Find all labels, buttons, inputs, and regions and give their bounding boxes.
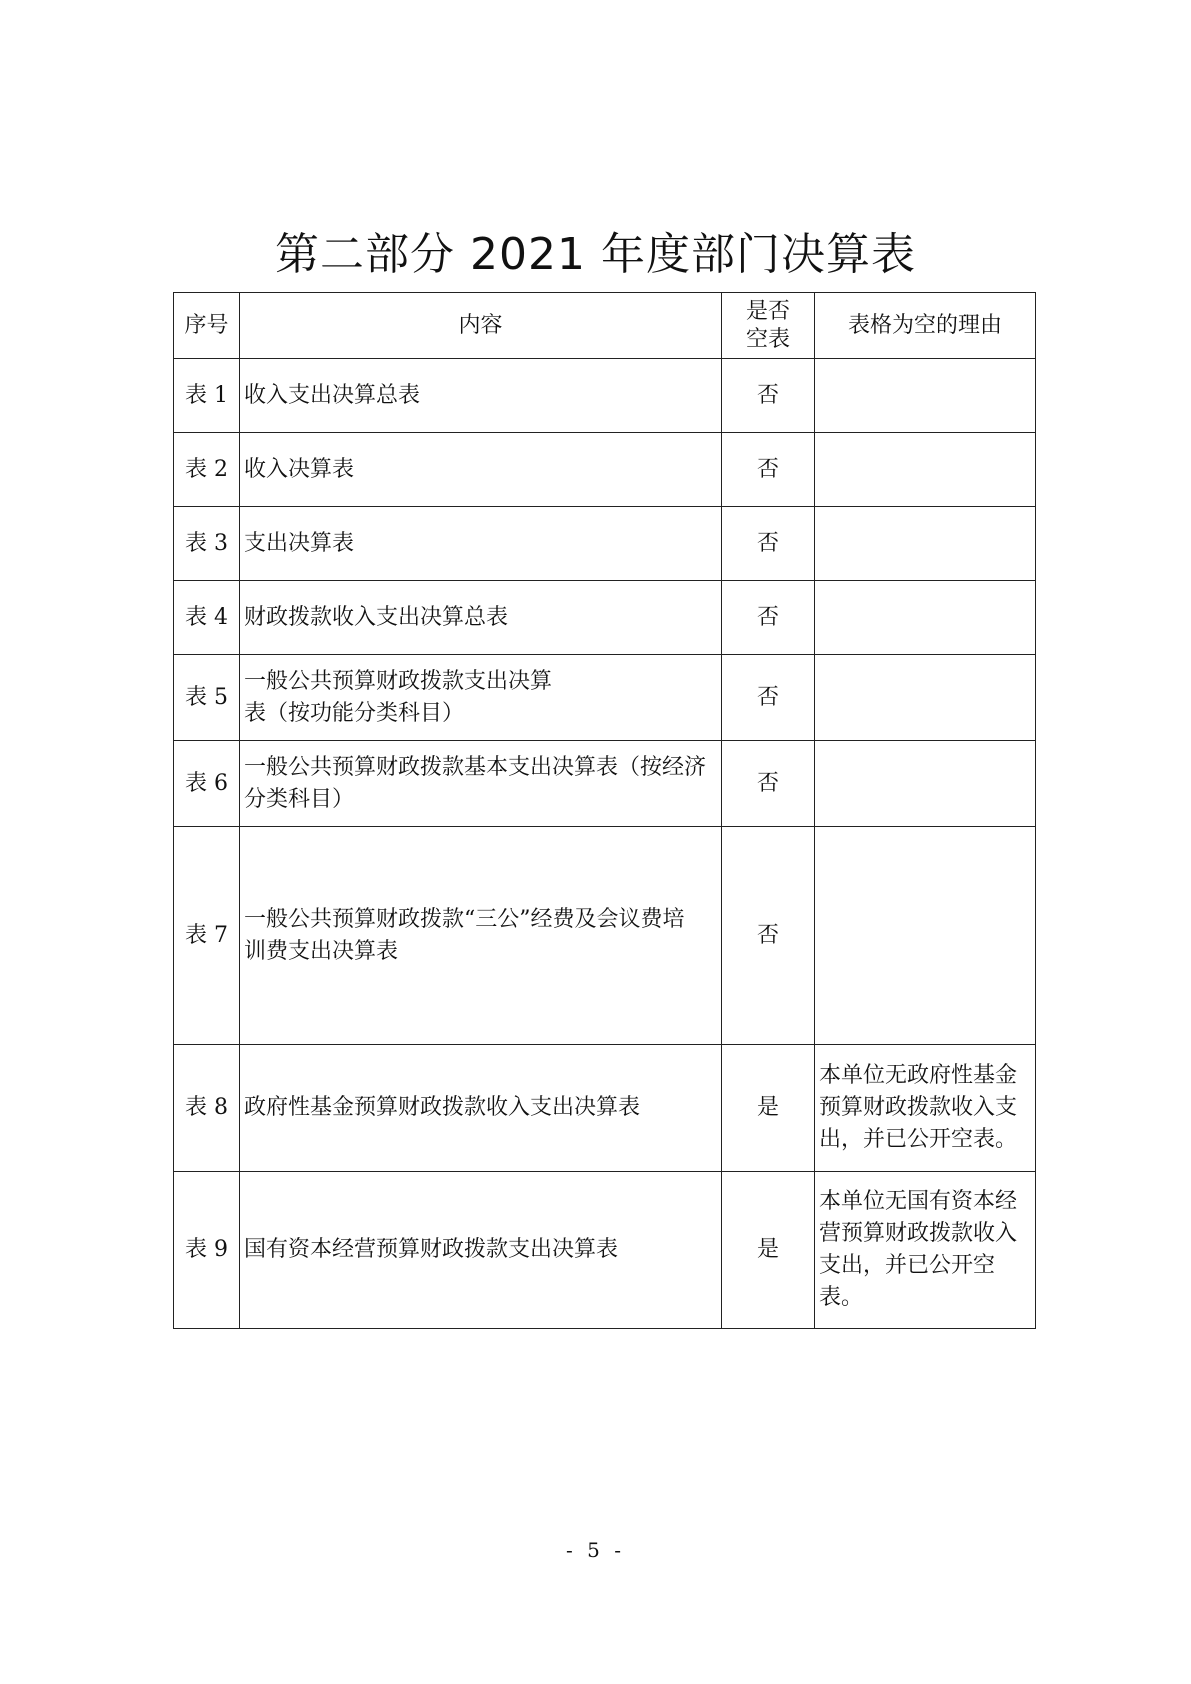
row-reason: 本单位无政府性基金预算财政拨款收入支出，并已公开空表。 xyxy=(815,1045,1036,1172)
table-row xyxy=(174,581,1036,655)
page-number: - 5 - xyxy=(566,1538,625,1562)
row-seq: 表 6 xyxy=(174,741,240,827)
row-seq: 表 1 xyxy=(174,359,240,433)
header-is-empty: 是否空表 xyxy=(722,293,815,359)
row-seq: 表 4 xyxy=(174,581,240,655)
row-content: 财政拨款收入支出决算总表 xyxy=(240,581,722,655)
row-content: 收入支出决算总表 xyxy=(240,359,722,433)
row-is-empty: 是 xyxy=(722,1172,815,1329)
row-seq: 表 8 xyxy=(174,1045,240,1172)
row-content: 一般公共预算财政拨款“三公”经费及会议费培训费支出决算表 xyxy=(240,827,722,1045)
row-is-empty: 否 xyxy=(722,655,815,741)
row-content: 政府性基金预算财政拨款收入支出决算表 xyxy=(240,1045,722,1172)
table-row xyxy=(174,827,1036,1045)
row-is-empty: 否 xyxy=(722,507,815,581)
row-is-empty: 否 xyxy=(722,827,815,1045)
row-reason xyxy=(815,433,1036,507)
row-content: 支出决算表 xyxy=(240,507,722,581)
table-row xyxy=(174,433,1036,507)
row-reason xyxy=(815,741,1036,827)
row-seq: 表 9 xyxy=(174,1172,240,1329)
row-content: 国有资本经营预算财政拨款支出决算表 xyxy=(240,1172,722,1329)
table-header-row xyxy=(174,293,1036,359)
page-title: 第二部分 2021 年度部门决算表 xyxy=(275,229,916,281)
table-row xyxy=(174,1172,1036,1329)
row-is-empty: 否 xyxy=(722,741,815,827)
row-is-empty: 否 xyxy=(722,581,815,655)
row-seq: 表 7 xyxy=(174,827,240,1045)
row-seq: 表 5 xyxy=(174,655,240,741)
budget-table-index xyxy=(173,292,1036,1329)
header-seq: 序号 xyxy=(174,293,240,359)
row-reason xyxy=(815,827,1036,1045)
header-content: 内容 xyxy=(240,293,722,359)
table-row xyxy=(174,741,1036,827)
table-row xyxy=(174,655,1036,741)
table-row xyxy=(174,359,1036,433)
row-reason: 本单位无国有资本经营预算财政拨款收入支出，并已公开空表。 xyxy=(815,1172,1036,1329)
row-is-empty: 否 xyxy=(722,433,815,507)
table-row xyxy=(174,507,1036,581)
row-is-empty: 否 xyxy=(722,359,815,433)
row-reason xyxy=(815,581,1036,655)
row-content: 收入决算表 xyxy=(240,433,722,507)
header-reason: 表格为空的理由 xyxy=(815,293,1036,359)
row-reason xyxy=(815,655,1036,741)
row-reason xyxy=(815,359,1036,433)
row-is-empty: 是 xyxy=(722,1045,815,1172)
row-seq: 表 2 xyxy=(174,433,240,507)
row-content: 一般公共预算财政拨款基本支出决算表（按经济分类科目） xyxy=(240,741,722,827)
row-reason xyxy=(815,507,1036,581)
row-seq: 表 3 xyxy=(174,507,240,581)
row-content: 一般公共预算财政拨款支出决算表（按功能分类科目） xyxy=(240,655,722,741)
table-row xyxy=(174,1045,1036,1172)
